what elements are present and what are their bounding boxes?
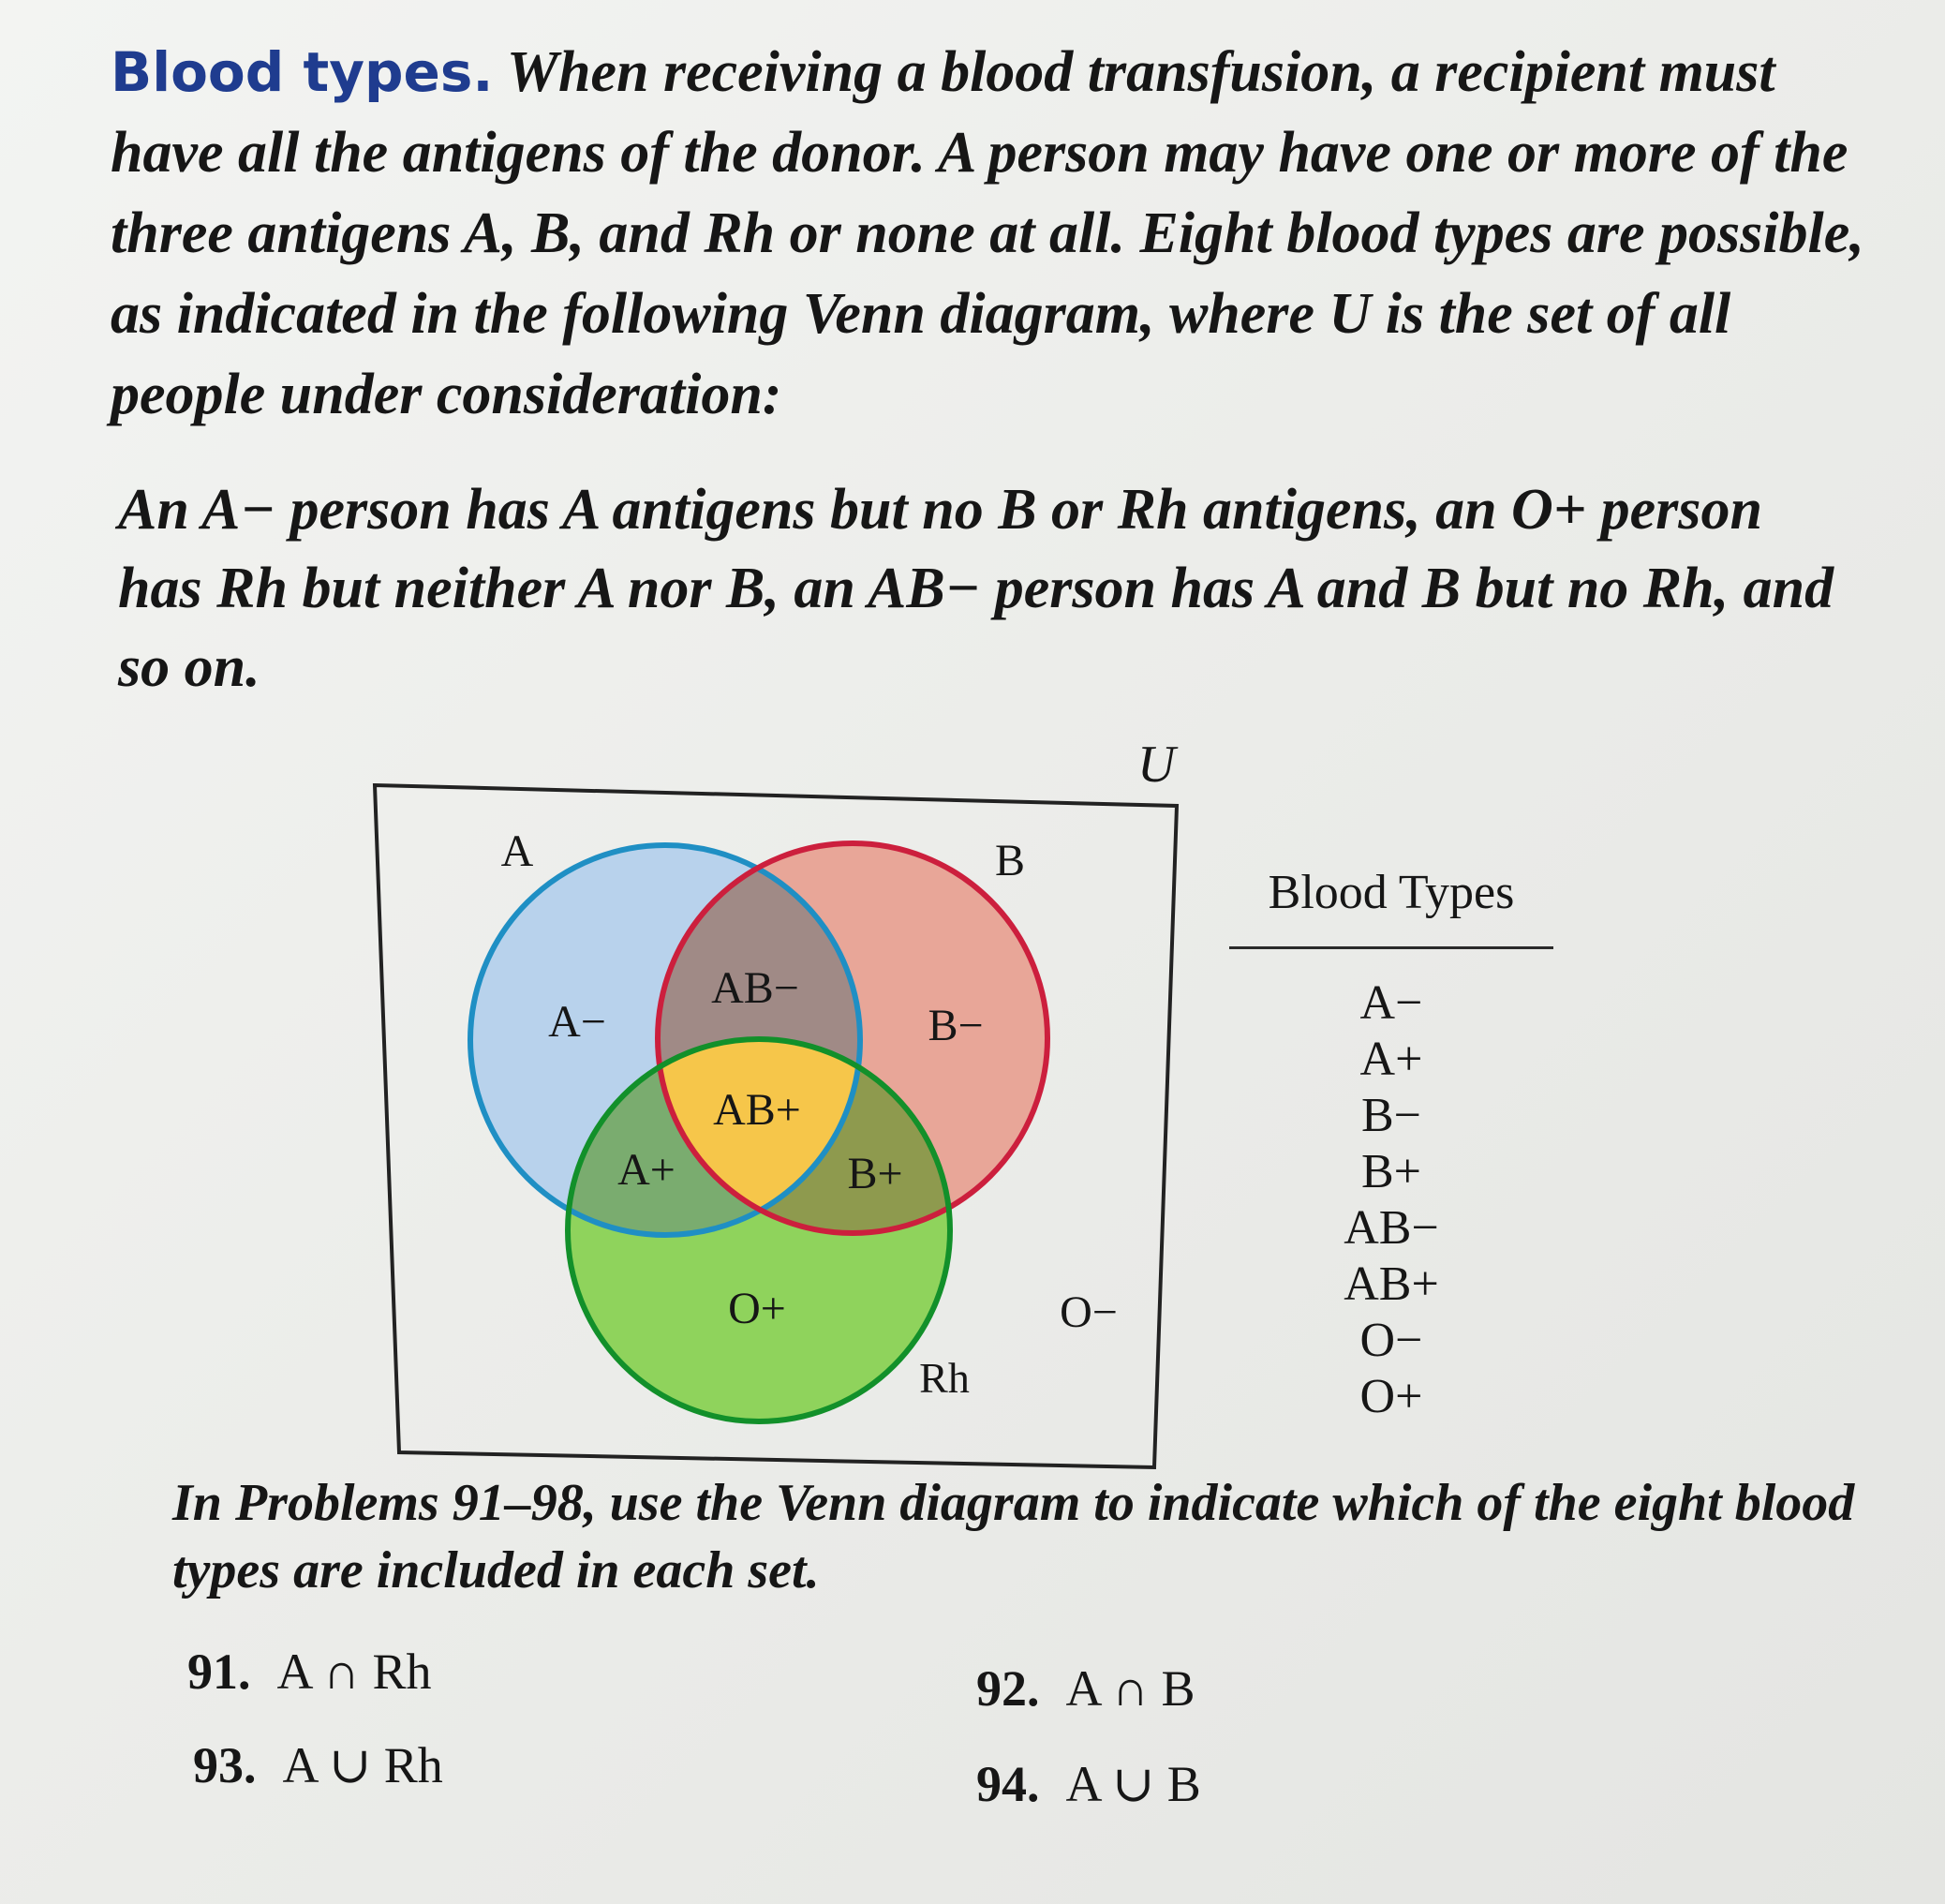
problem-expression: A ∪ B xyxy=(1065,1756,1201,1812)
problem-expression: A ∪ Rh xyxy=(282,1737,443,1793)
problem-expression: A ∩ B xyxy=(1065,1660,1195,1717)
region-b-minus-label: B− xyxy=(928,1001,984,1050)
region-o-plus-label: O+ xyxy=(728,1284,786,1333)
problem-heading: Blood types. xyxy=(111,40,494,104)
problem-number: 92. xyxy=(976,1660,1040,1717)
problem-expression: A ∩ Rh xyxy=(276,1644,432,1700)
problems-instructions: In Problems 91–98, use the Venn diagram to indicate which of the eight blood types are included in each set. xyxy=(172,1474,1855,1599)
blood-type-item: O+ xyxy=(1359,1370,1423,1423)
region-a-plus-label: A+ xyxy=(617,1145,676,1195)
set-a-label: A xyxy=(500,826,534,876)
example-paragraph: An A− person has A antigens but no B or Rh antigens, an O+ person has Rh but neither A nor B, an AB− person has A and B but no Rh, and so on. xyxy=(118,478,1834,699)
region-a-minus-label: A− xyxy=(548,997,606,1047)
blood-type-item: B− xyxy=(1360,1089,1421,1142)
blood-type-item: A− xyxy=(1359,976,1423,1030)
blood-type-item: A+ xyxy=(1359,1033,1423,1086)
region-b-plus-label: B+ xyxy=(847,1149,903,1198)
problem-number: 93. xyxy=(193,1737,257,1793)
problem-92 xyxy=(976,1659,1195,1718)
blood-type-item: AB− xyxy=(1344,1201,1439,1255)
problem-91 xyxy=(187,1642,432,1702)
universe-label: U xyxy=(1137,736,1176,794)
blood-types-title: Blood Types xyxy=(1229,860,1553,949)
set-rh-label: Rh xyxy=(919,1354,970,1402)
intro-text: When receiving a blood transfusion, a recipient must have all the antigens of the donor. A person may have one or more of the three antigens A, B, and Rh or none at all. Eight blood types are possible, as indicated in the following Venn diagram, where U is the set of all people under consideration: xyxy=(111,40,1864,426)
region-ab-minus-label: AB− xyxy=(711,963,799,1013)
blood-types-table xyxy=(1229,860,1553,1425)
blood-type-item: AB+ xyxy=(1344,1257,1439,1311)
blood-types-list xyxy=(1229,975,1553,1425)
problem-94 xyxy=(976,1754,1201,1814)
problem-number: 91. xyxy=(187,1644,251,1700)
blood-type-item: B+ xyxy=(1360,1145,1421,1198)
region-ab-plus-label: AB+ xyxy=(713,1085,801,1135)
problem-93 xyxy=(193,1735,443,1795)
problem-number: 94. xyxy=(976,1756,1040,1812)
blood-type-item: O− xyxy=(1359,1314,1423,1367)
region-o-minus-label: O− xyxy=(1060,1287,1118,1337)
set-b-label: B xyxy=(994,836,1026,885)
